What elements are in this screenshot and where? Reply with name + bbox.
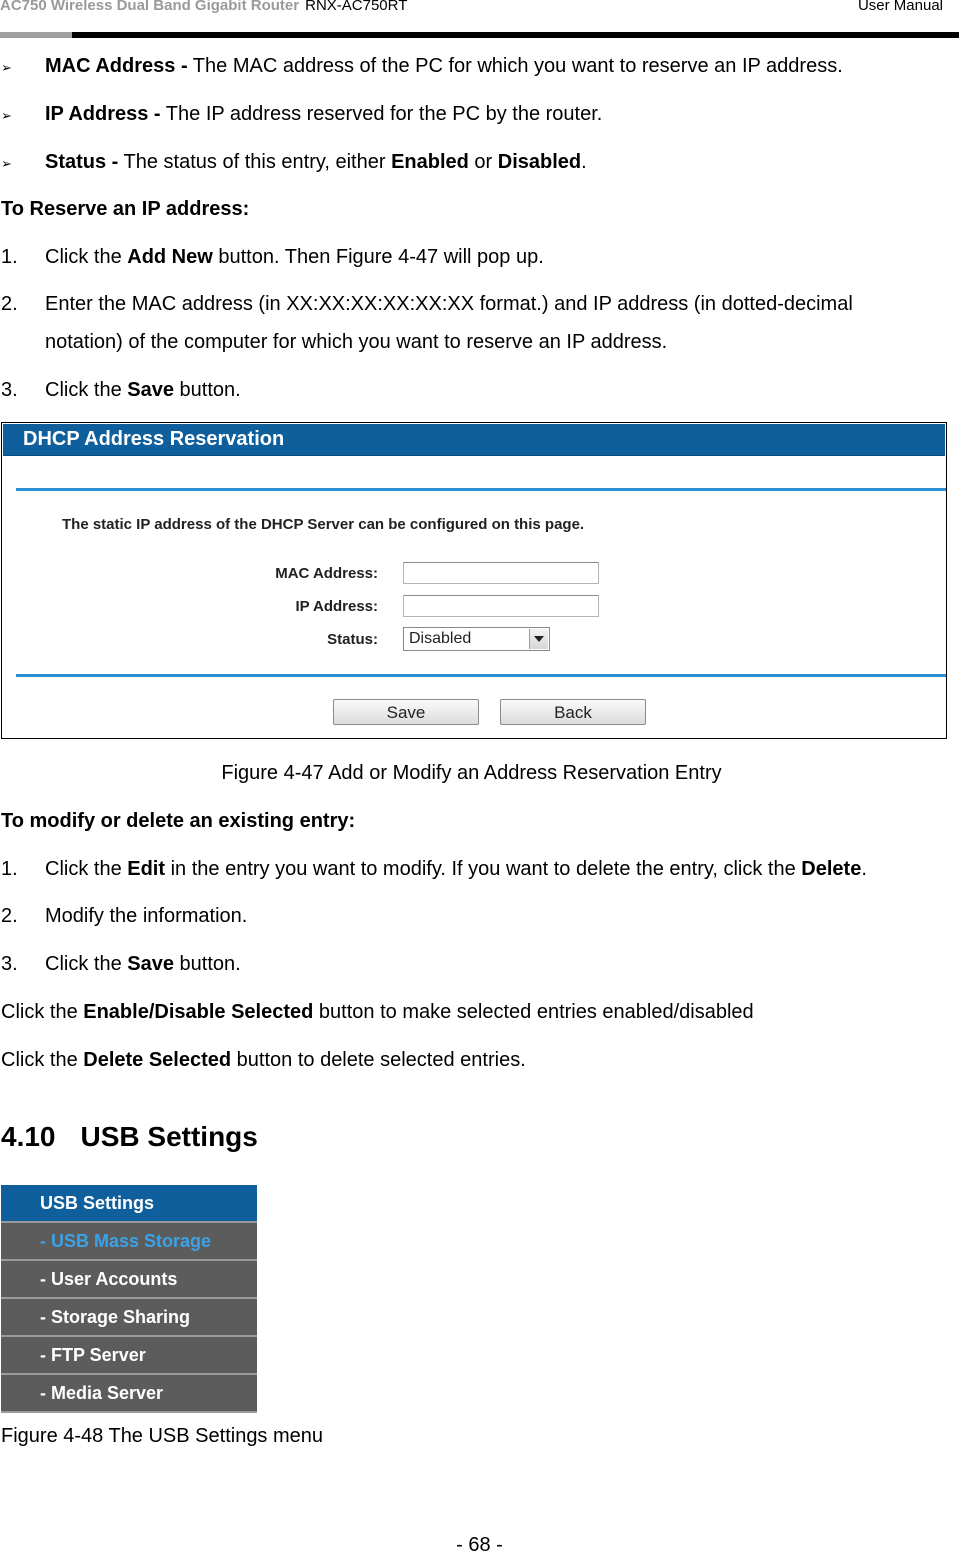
instruction-text: Click the [1, 1049, 84, 1071]
mac-address-input[interactable] [403, 562, 599, 584]
modify-step-3 [1, 952, 241, 976]
step-text: button. Then Figure 4-47 will pop up. [212, 246, 544, 268]
step-text: Click the [45, 953, 128, 975]
step-text: Enter the MAC address (in XX:XX:XX:XX:XX:XX format.) and IP address (in dotted-decimal [45, 293, 853, 315]
bullet-term: MAC Address - [45, 55, 188, 77]
reserve-heading [1, 197, 249, 221]
panel-divider-top [16, 488, 946, 491]
status-label: Status: [327, 631, 378, 648]
step-text: button. [173, 379, 241, 401]
modify-step-2 [1, 904, 248, 928]
section-title: USB Settings [80, 1121, 258, 1152]
step-text: Click the [45, 379, 128, 401]
header-rule-gray [0, 32, 72, 38]
ip-address-label: IP Address: [295, 598, 378, 615]
running-header [0, 0, 407, 14]
step-text: Click the [45, 858, 128, 880]
step-bold: Delete [801, 858, 862, 880]
step-bold: Save [127, 953, 174, 975]
reserve-step-3 [1, 378, 241, 402]
usb-settings-menu [1, 1185, 257, 1413]
step-number: 2. [1, 905, 18, 927]
instruction-bold: Delete Selected [83, 1049, 232, 1071]
instruction-text: button to delete selected entries. [231, 1049, 526, 1071]
bullet-status [1, 150, 587, 176]
step-text: button. [173, 953, 241, 975]
figure-4-48-caption: Figure 4-48 The USB Settings menu [1, 1425, 324, 1447]
step-text: Modify the information. [45, 905, 248, 927]
reserve-heading-text: To Reserve an IP address: [1, 198, 250, 220]
menu-item-storage-sharing[interactable]: - Storage Sharing [1, 1299, 257, 1337]
chevron-down-icon[interactable] [529, 629, 548, 649]
modify-heading [1, 809, 355, 833]
mac-address-label: MAC Address: [275, 565, 378, 582]
step-number: 1. [1, 246, 18, 268]
section-heading [1, 1121, 258, 1153]
instruction-text: button to make selected entries enabled/disabled [313, 1001, 754, 1023]
menu-item-media-server[interactable]: - Media Server [1, 1375, 257, 1413]
menu-header-usb-settings[interactable]: USB Settings [1, 1185, 257, 1223]
step-number: 3. [1, 379, 18, 401]
header-rule-black [72, 32, 959, 38]
step-bold: Add New [127, 246, 213, 268]
step-bold: Save [127, 379, 174, 401]
header-brand: AC750 Wireless Dual Band Gigabit Router [0, 0, 300, 14]
modify-step-1 [1, 857, 867, 881]
bullet-term: IP Address - [45, 103, 161, 125]
status-select-value: Disabled [409, 630, 472, 647]
panel-description: The static IP address of the DHCP Server can be configured on this page. [62, 516, 585, 533]
instruction-text: Click the [1, 1001, 84, 1023]
bullet-term: Status - [45, 151, 119, 173]
step-number: 3. [1, 953, 18, 975]
step-text: Click the [45, 246, 128, 268]
reserve-step-1 [1, 245, 544, 269]
figure-4-47-caption: Figure 4-47 Add or Modify an Address Reservation Entry [221, 762, 722, 784]
menu-item-user-accounts[interactable]: - User Accounts [1, 1261, 257, 1299]
bullet-arrow-icon: ➢ [1, 60, 12, 75]
reserve-step-2 [1, 292, 853, 316]
enable-disable-instruction [1, 1000, 754, 1024]
back-button[interactable]: Back [500, 699, 646, 725]
step-number: 2. [1, 293, 18, 315]
bullet-text: The status of this entry, either [118, 151, 392, 173]
status-select[interactable] [403, 627, 550, 651]
panel-divider-bottom [16, 674, 946, 677]
bullet-text: . [581, 151, 587, 173]
menu-item-usb-mass-storage[interactable]: - USB Mass Storage [1, 1223, 257, 1261]
panel-title: DHCP Address Reservation [23, 428, 285, 450]
step-text: . [861, 858, 867, 880]
instruction-bold: Enable/Disable Selected [83, 1001, 314, 1023]
bullet-ip-address [1, 102, 603, 128]
bullet-enabled: Enabled [391, 151, 469, 173]
bullet-arrow-icon: ➢ [1, 108, 12, 123]
delete-selected-instruction [1, 1048, 526, 1072]
bullet-text: or [468, 151, 498, 173]
save-button[interactable]: Save [333, 699, 479, 725]
bullet-text: The MAC address of the PC for which you want to reserve an IP address. [187, 55, 843, 77]
ip-address-input[interactable] [403, 595, 599, 617]
page-number: - 68 - [456, 1534, 503, 1556]
dhcp-reservation-panel [1, 422, 947, 739]
bullet-mac-address [1, 54, 843, 80]
step-number: 1. [1, 858, 18, 880]
step-text: in the entry you want to modify. If you want to delete the entry, click the [165, 858, 802, 880]
step-bold: Edit [127, 858, 166, 880]
header-manual-label: User Manual [857, 0, 943, 14]
reserve-step-2-cont: notation) of the computer for which you want to reserve an IP address. [45, 331, 668, 353]
modify-heading-text: To modify or delete an existing entry: [1, 810, 356, 832]
menu-item-ftp-server[interactable]: - FTP Server [1, 1337, 257, 1375]
bullet-text: The IP address reserved for the PC by the router. [160, 103, 603, 125]
bullet-arrow-icon: ➢ [1, 156, 12, 171]
section-number: 4.10 [1, 1121, 56, 1152]
panel-title-bar [3, 424, 945, 456]
header-model: RNX-AC750RT [305, 0, 408, 14]
bullet-disabled: Disabled [497, 151, 582, 173]
